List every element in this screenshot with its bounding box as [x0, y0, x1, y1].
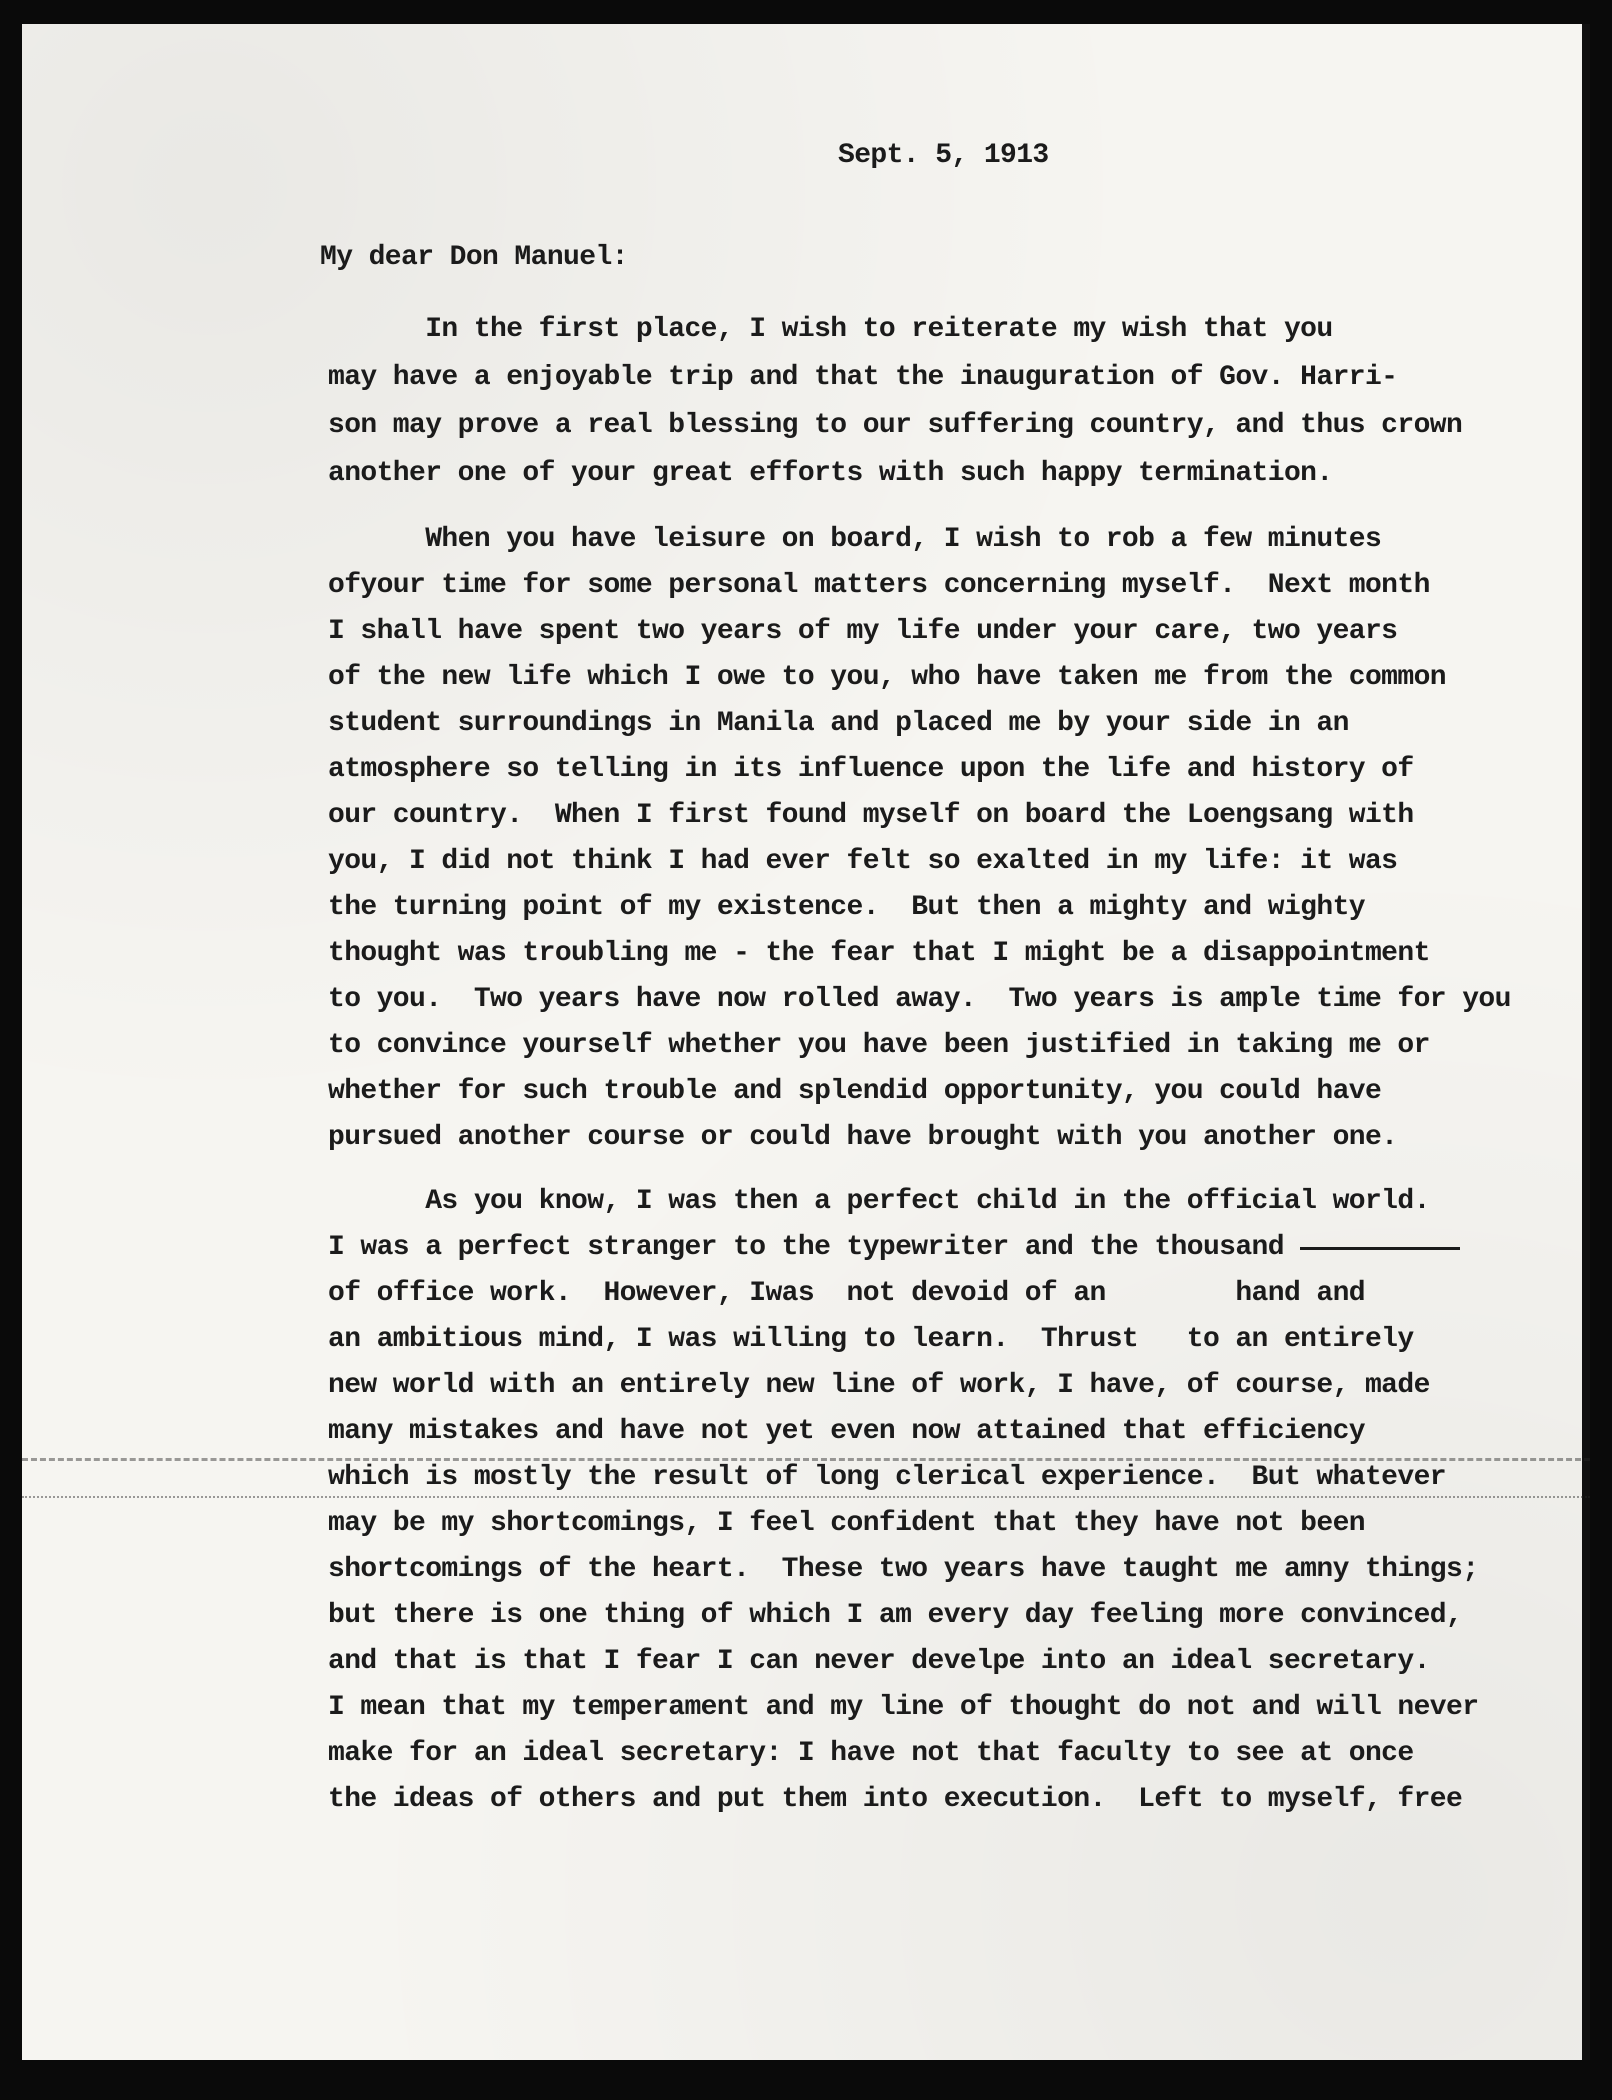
- body-line: which is mostly the result of long clerical experience. But whatever: [328, 1462, 1446, 1493]
- body-line: When you have leisure on board, I wish to rob a few minutes: [328, 524, 1382, 555]
- typed-blank-rule: [1300, 1247, 1460, 1250]
- body-line: In the first place, I wish to reiterate my wish that you: [328, 314, 1333, 345]
- body-line: may have a enjoyable trip and that the inauguration of Gov. Harri-: [328, 362, 1398, 393]
- body-line: an ambitious mind, I was willing to learn. Thrust to an entirely: [328, 1324, 1414, 1355]
- body-line: pursued another course or could have brought with you another one.: [328, 1122, 1398, 1153]
- body-line: and that is that I fear I can never develpe into an ideal secretary.: [328, 1646, 1430, 1677]
- letter-page: [22, 24, 1590, 2060]
- body-line: atmosphere so telling in its influence upon the life and history of: [328, 754, 1414, 785]
- body-line: our country. When I first found myself on board the Loengsang with: [328, 800, 1414, 831]
- body-line: make for an ideal secretary: I have not that faculty to see at once: [328, 1738, 1414, 1769]
- body-line: shortcomings of the heart. These two years have taught me amny things;: [328, 1554, 1479, 1585]
- body-line: the ideas of others and put them into execution. Left to myself, free: [328, 1784, 1463, 1815]
- body-line: son may prove a real blessing to our suffering country, and thus crown: [328, 410, 1463, 441]
- body-line-text: I was a perfect stranger to the typewriter and the thousand: [328, 1232, 1301, 1263]
- body-line: of the new life which I owe to you, who have taken me from the common: [328, 662, 1446, 693]
- page-edge-shadow: [1582, 24, 1590, 2060]
- body-line: student surroundings in Manila and placed me by your side in an: [328, 708, 1349, 739]
- body-line: of office work. However, Iwas not devoid of an hand and: [328, 1278, 1365, 1309]
- fold-crease-bottom: [22, 1496, 1590, 1498]
- body-line: I mean that my temperament and my line of thought do not and will never: [328, 1692, 1479, 1723]
- body-line: the turning point of my existence. But then a mighty and wighty: [328, 892, 1365, 923]
- body-line: to convince yourself whether you have been justified in taking me or: [328, 1030, 1430, 1061]
- body-line: ofyour time for some personal matters concerning myself. Next month: [328, 570, 1430, 601]
- body-line: I shall have spent two years of my life under your care, two years: [328, 616, 1398, 647]
- body-line: new world with an entirely new line of work, I have, of course, made: [328, 1370, 1430, 1401]
- body-line: to you. Two years have now rolled away. Two years is ample time for you: [328, 984, 1511, 1015]
- body-line-with-blank: [328, 1232, 1460, 1263]
- body-line: another one of your great efforts with such happy termination.: [328, 458, 1333, 489]
- letter-salutation: My dear Don Manuel:: [320, 242, 628, 273]
- body-line: may be my shortcomings, I feel confident that they have not been: [328, 1508, 1365, 1539]
- body-line: As you know, I was then a perfect child in the official world.: [328, 1186, 1430, 1217]
- letter-date: Sept. 5, 1913: [838, 140, 1049, 171]
- fold-crease-top: [22, 1458, 1590, 1461]
- body-line: whether for such trouble and splendid opportunity, you could have: [328, 1076, 1382, 1107]
- body-line: but there is one thing of which I am every day feeling more convinced,: [328, 1600, 1463, 1631]
- body-line: many mistakes and have not yet even now attained that efficiency: [328, 1416, 1365, 1447]
- body-line: thought was troubling me - the fear that I might be a disappointment: [328, 938, 1430, 969]
- body-line: you, I did not think I had ever felt so exalted in my life: it was: [328, 846, 1398, 877]
